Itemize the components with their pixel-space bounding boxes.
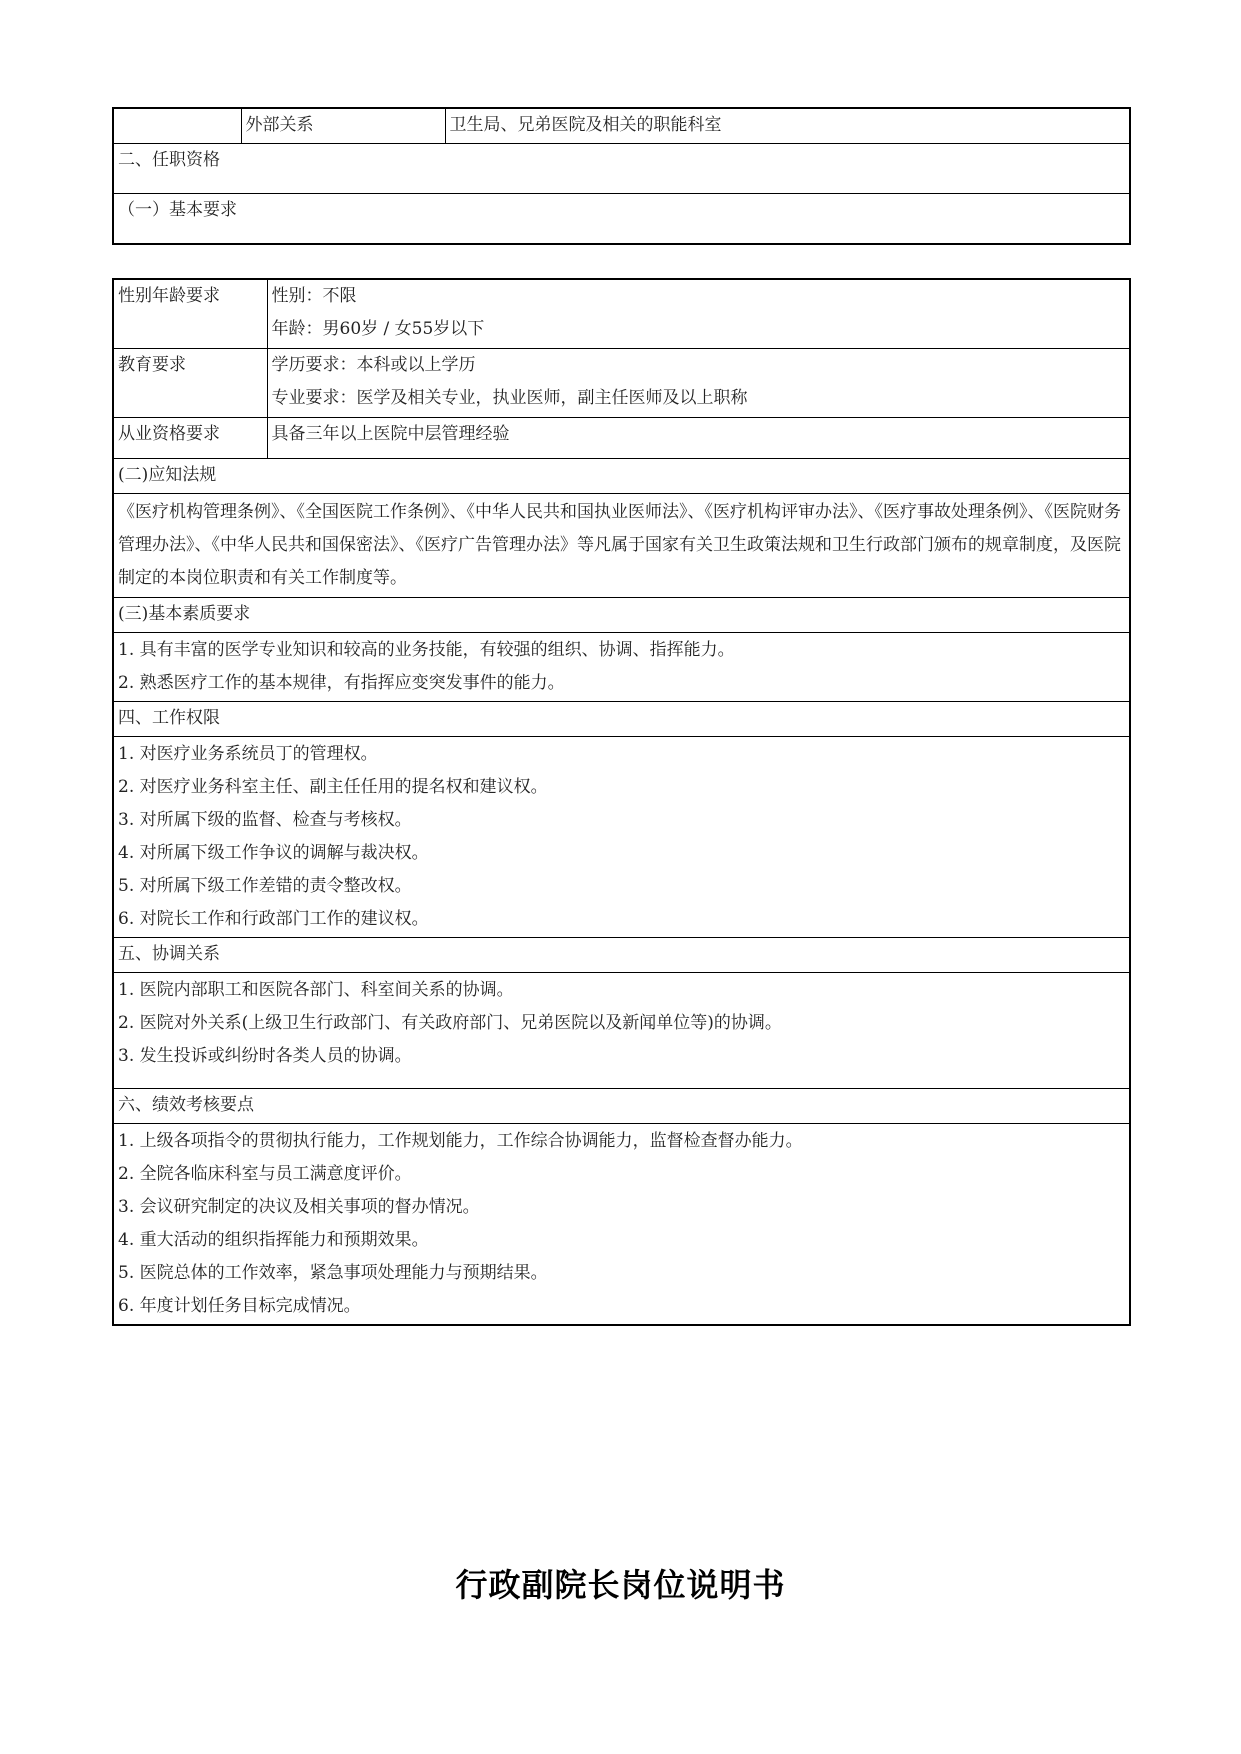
major-text: 专业要求：医学及相关专业，执业医师，副主任医师及以上职称 bbox=[271, 388, 748, 408]
table-row bbox=[113, 459, 1130, 494]
degree-text: 学历要求：本科或以上学历 bbox=[271, 355, 476, 375]
table-row bbox=[113, 938, 1130, 973]
table-row bbox=[113, 349, 1130, 418]
gender-age-value bbox=[267, 279, 1130, 349]
subsection-heading-basic: （一）基本要求 bbox=[113, 194, 1130, 245]
qualification-value: 具备三年以上医院中层管理经验 bbox=[267, 418, 1130, 459]
quality-list bbox=[113, 633, 1130, 702]
table-row bbox=[113, 598, 1130, 633]
list-item: 1. 上级各项指令的贯彻执行能力，工作规划能力，工作综合协调能力，监督检查督办能力。 bbox=[118, 1131, 803, 1151]
list-item: 3. 会议研究制定的决议及相关事项的督办情况。 bbox=[118, 1197, 480, 1217]
authority-list bbox=[113, 737, 1130, 938]
performance-heading: 六、绩效考核要点 bbox=[113, 1089, 1130, 1124]
table-row bbox=[113, 108, 1130, 144]
external-relations-label: 外部关系 bbox=[241, 108, 445, 144]
list-item: 1. 对医疗业务系统员丁的管理权。 bbox=[118, 744, 378, 764]
relations-table bbox=[112, 107, 1131, 245]
table-row bbox=[113, 737, 1130, 938]
table-row bbox=[113, 633, 1130, 702]
gender-age-label: 性别年龄要求 bbox=[113, 279, 267, 349]
requirements-table bbox=[112, 278, 1131, 1326]
coordination-heading: 五、协调关系 bbox=[113, 938, 1130, 973]
table-row bbox=[113, 144, 1130, 194]
blank-cell bbox=[113, 108, 241, 144]
list-item: 4. 对所属下级工作争议的调解与裁决权。 bbox=[118, 843, 429, 863]
qualification-label: 从业资格要求 bbox=[113, 418, 267, 459]
list-item: 3. 发生投诉或纠纷时各类人员的协调。 bbox=[118, 1046, 412, 1066]
table-row bbox=[113, 194, 1130, 245]
list-item: 2. 医院对外关系(上级卫生行政部门、有关政府部门、兄弟医院以及新闻单位等)的协调。 bbox=[118, 1013, 782, 1033]
table-row bbox=[113, 1124, 1130, 1326]
page-title: 行政副院长岗位说明书 bbox=[455, 1566, 786, 1604]
list-item: 2. 对医疗业务科室主任、副主任任用的提名权和建议权。 bbox=[118, 777, 548, 797]
list-item: 2. 全院各临床科室与员工满意度评价。 bbox=[118, 1164, 412, 1184]
list-item: 6. 年度计划任务目标完成情况。 bbox=[118, 1296, 361, 1316]
list-item: 2. 熟悉医疗工作的基本规律，有指挥应变突发事件的能力。 bbox=[118, 673, 565, 693]
performance-list bbox=[113, 1124, 1130, 1326]
list-item: 5. 对所属下级工作差错的责令整改权。 bbox=[118, 876, 412, 896]
table-row bbox=[113, 418, 1130, 459]
gender-text: 性别：不限 bbox=[271, 286, 357, 306]
table-row bbox=[113, 1089, 1130, 1124]
age-text: 年龄：男60岁 / 女55岁以下 bbox=[271, 319, 485, 339]
list-item: 1. 医院内部职工和医院各部门、科室间关系的协调。 bbox=[118, 980, 514, 1000]
list-item: 5. 医院总体的工作效率，紧急事项处理能力与预期结果。 bbox=[118, 1263, 548, 1283]
education-label: 教育要求 bbox=[113, 349, 267, 418]
table-row bbox=[113, 702, 1130, 737]
list-item: 4. 重大活动的组织指挥能力和预期效果。 bbox=[118, 1230, 429, 1250]
quality-heading: (三)基本素质要求 bbox=[113, 598, 1130, 633]
laws-text: 《医疗机构管理条例》、《全国医院工作条例》、《中华人民共和国执业医师法》、《医疗机构评审办法》、《医疗事故处理条例》、《医院财务管理办法》、《中华人民共和国保密法》、《医疗广告管理办法》等凡属于国家有关卫生政策法规和卫生行政部门颁布的规章制度，及医院制定的本岗位职责和有关工作制度等。 bbox=[113, 494, 1130, 598]
table-row bbox=[113, 973, 1130, 1089]
laws-heading: (二)应知法规 bbox=[113, 459, 1130, 494]
external-relations-value: 卫生局、兄弟医院及相关的职能科室 bbox=[445, 108, 1130, 144]
section-heading-qualifications: 二、任职资格 bbox=[113, 144, 1130, 194]
list-item: 6. 对院长工作和行政部门工作的建议权。 bbox=[118, 909, 429, 929]
table-row bbox=[113, 279, 1130, 349]
table-row bbox=[113, 494, 1130, 598]
authority-heading: 四、工作权限 bbox=[113, 702, 1130, 737]
education-value bbox=[267, 349, 1130, 418]
list-item: 1. 具有丰富的医学专业知识和较高的业务技能，有较强的组织、协调、指挥能力。 bbox=[118, 640, 735, 660]
coordination-list bbox=[113, 973, 1130, 1089]
list-item: 3. 对所属下级的监督、检查与考核权。 bbox=[118, 810, 412, 830]
